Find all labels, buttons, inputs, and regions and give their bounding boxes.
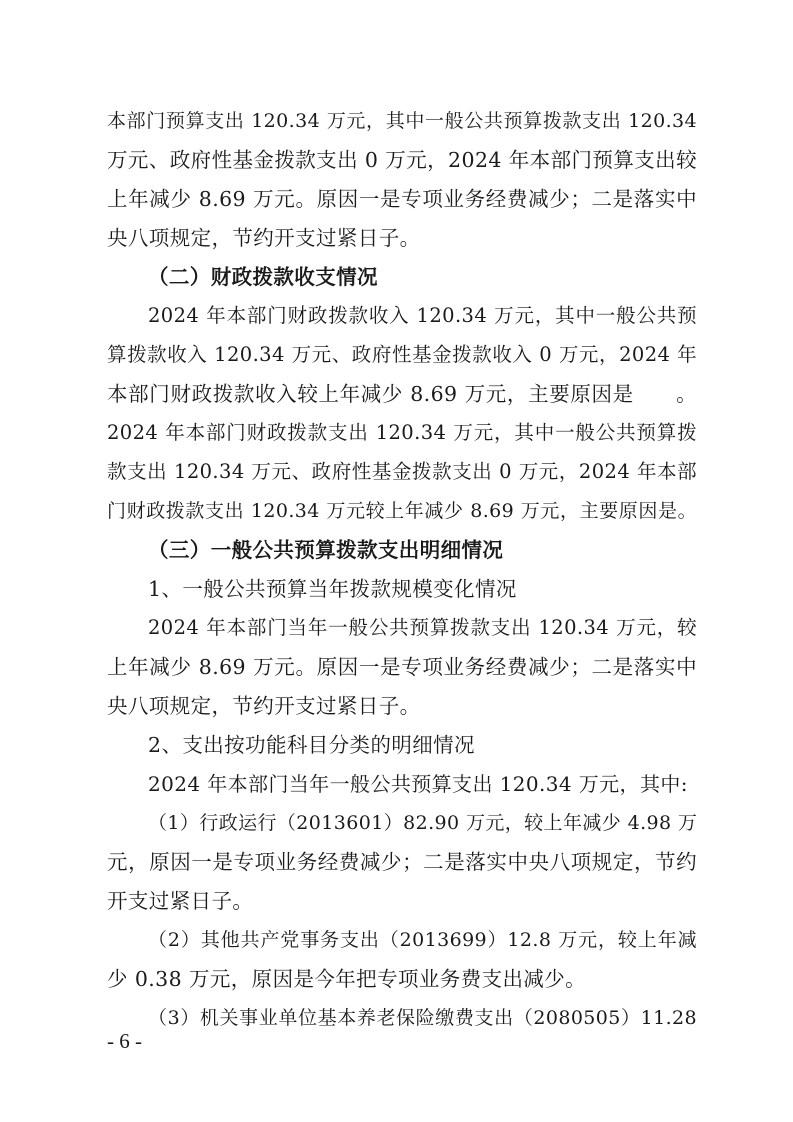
- paragraph-line: （3）机关事业单位基本养老保险缴费支出（2080505）11.28: [148, 1007, 697, 1029]
- subsection-heading: 2、支出按功能科目分类的明细情况: [148, 733, 475, 757]
- paragraph-line: （2）其他共产党事务支出（2013699）12.8 万元，较上年减: [148, 929, 697, 951]
- section-heading: （三）一般公共预算拨款支出明细情况: [148, 538, 504, 562]
- paragraph-line: 2024 年本部门财政拨款收入 120.34 万元，其中一般公共预: [148, 304, 697, 327]
- paragraph-line: 2024 年本部门当年一般公共预算支出 120.34 万元，其中:: [148, 772, 688, 796]
- paragraph-line: （1）行政运行（2013601）82.90 万元，较上年减少 4.98 万: [148, 812, 698, 834]
- paragraph-line: 算拨款收入 120.34 万元、政府性基金拨款收入 0 万元，2024 年: [107, 343, 697, 366]
- page-number: - 6 -: [107, 1029, 142, 1053]
- paragraph-line: 上年减少 8.69 万元。原因一是专项业务经费减少；二是落实中: [107, 187, 697, 211]
- paragraph-line: 开支过紧日子。: [107, 889, 254, 913]
- paragraph-line: 元，原因一是专项业务经费减少；二是落实中央八项规定，节约: [107, 850, 697, 874]
- paragraph-line: 央八项规定，节约开支过紧日子。: [107, 226, 421, 250]
- subsection-heading: 1、一般公共预算当年拨款规模变化情况: [148, 577, 517, 601]
- paragraph-line: 万元、政府性基金拨款支出 0 万元，2024 年本部门预算支出较: [107, 148, 697, 172]
- paragraph-line: 款支出 120.34 万元、政府性基金拨款支出 0 万元，2024 年本部: [107, 460, 697, 483]
- section-heading: （二）财政拨款收支情况: [148, 265, 378, 289]
- paragraph-line: 上年减少 8.69 万元。原因一是专项业务经费减少；二是落实中: [107, 655, 697, 679]
- paragraph-line: 央八项规定，节约开支过紧日子。: [107, 694, 421, 718]
- paragraph-line: 2024 年本部门财政拨款支出 120.34 万元，其中一般公共预算拨: [107, 421, 697, 444]
- paragraph-line: 门财政拨款支出 120.34 万元较上年减少 8.69 万元，主要原因是。: [107, 500, 697, 522]
- paragraph-line: 2024 年本部门当年一般公共预算拨款支出 120.34 万元，较: [148, 616, 697, 639]
- paragraph-line: 少 0.38 万元，原因是今年把专项业务费支出减少。: [107, 967, 587, 991]
- paragraph-line: 本部门预算支出 120.34 万元，其中一般公共预算拨款支出 120.34: [107, 110, 697, 132]
- paragraph-line: 本部门财政拨款收入较上年减少 8.69 万元，主要原因是 。: [107, 382, 697, 406]
